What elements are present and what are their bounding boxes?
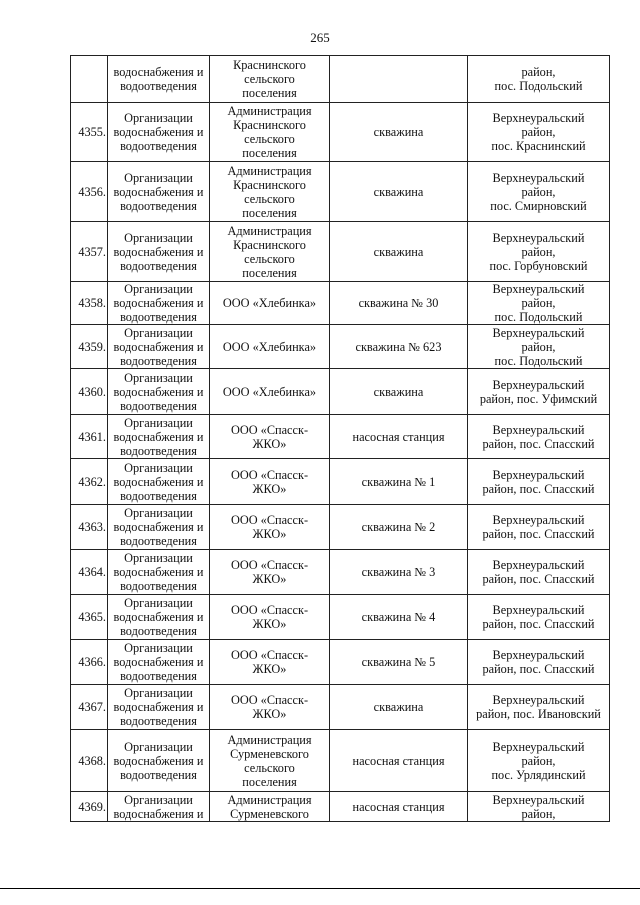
row-number-cell-text: 4356.: [78, 184, 106, 199]
row-number-cell: [71, 325, 108, 369]
row-number-cell-text: 4359.: [78, 339, 106, 354]
row-number-cell-text: 4366.: [78, 655, 106, 669]
organization-type-cell-text: Организации водоснабжения и водоотведения: [113, 641, 204, 683]
organization-type-cell: [108, 505, 210, 550]
organization-type-cell: [108, 56, 210, 103]
organization-type-cell-text: Организации водоснабжения и водоотведения: [113, 230, 204, 273]
object-cell: [330, 103, 468, 162]
owner-cell-text: ООО «Хлебинка»: [222, 339, 317, 354]
owner-cell-text: ООО «Хлебинка»: [222, 296, 317, 310]
page-number: 265: [310, 30, 330, 45]
owner-cell-text: Администрация Сурменевского сельского поселения: [227, 732, 312, 789]
table-row: [71, 459, 610, 505]
table-row: [71, 162, 610, 222]
row-number-cell: [71, 459, 108, 505]
organization-type-cell-text: Организации водоснабжения и водоотведения: [113, 506, 204, 548]
owner-cell-text: ООО «Спасск- ЖКО»: [230, 467, 309, 496]
location-cell-text: Верхнеуральский район, пос. Спасский: [482, 513, 595, 541]
object-cell-text: скважина: [373, 244, 424, 259]
row-number-cell-text: 4361.: [78, 429, 106, 444]
object-cell: [330, 282, 468, 325]
owner-cell-text: ООО «Спасск- ЖКО»: [230, 603, 309, 631]
location-cell-text: Верхнеуральский район, пос. Спасский: [482, 467, 595, 496]
row-number-cell: [71, 640, 108, 685]
object-cell: [330, 640, 468, 685]
object-cell-text: скважина: [373, 700, 424, 714]
object-cell: [330, 685, 468, 730]
location-cell-text: район, пос. Подольский: [494, 65, 583, 93]
row-number-cell-text: 4364.: [78, 565, 106, 579]
object-cell-text: скважина № 30: [358, 296, 439, 310]
row-number-cell: [71, 595, 108, 640]
object-cell-text: скважина № 1: [361, 474, 436, 489]
row-number-cell: [71, 415, 108, 459]
organization-type-cell: [108, 640, 210, 685]
table-row: [71, 640, 610, 685]
location-cell-text: Верхнеуральский район, пос. Подольский: [492, 325, 585, 368]
location-cell: [468, 162, 610, 222]
location-cell-text: Верхнеуральский район, пос. Ивановский: [476, 693, 601, 721]
row-number-cell-text: 4357.: [78, 244, 106, 259]
row-number-cell-text: 4368.: [78, 753, 106, 768]
owner-cell: [210, 282, 330, 325]
organization-type-cell-text: Организации водоснабжения и водоотведения: [113, 415, 204, 458]
owner-cell-text: ООО «Спасск- ЖКО»: [230, 422, 309, 451]
table-row: [71, 730, 610, 792]
location-cell-text: Верхнеуральский район,: [492, 792, 585, 821]
organization-type-cell: [108, 685, 210, 730]
owner-cell-text: ООО «Спасск- ЖКО»: [230, 693, 309, 721]
row-number-cell-text: 4360.: [78, 384, 106, 399]
object-cell: [330, 415, 468, 459]
location-cell: [468, 730, 610, 792]
location-cell: [468, 792, 610, 822]
owner-cell: [210, 415, 330, 459]
table-row: [71, 792, 610, 822]
row-number-cell: [71, 103, 108, 162]
organization-type-cell-text: Организации водоснабжения и: [113, 792, 204, 821]
organization-type-cell: [108, 325, 210, 369]
organization-type-cell: [108, 550, 210, 595]
table-row: [71, 415, 610, 459]
organization-type-cell: [108, 162, 210, 222]
row-number-cell-text: 4369.: [78, 799, 106, 814]
row-number-cell-text: 4358.: [78, 296, 106, 310]
location-cell: [468, 685, 610, 730]
object-cell: [330, 56, 468, 103]
owner-cell: [210, 505, 330, 550]
location-cell: [468, 369, 610, 415]
row-number-cell-text: 4363.: [78, 520, 106, 534]
row-number-cell: [71, 56, 108, 103]
location-cell: [468, 325, 610, 369]
location-cell-text: Верхнеуральский район, пос. Спасский: [482, 648, 595, 676]
organization-type-cell: [108, 282, 210, 325]
row-number-cell-text: 4355.: [78, 125, 106, 139]
table-row: [71, 325, 610, 369]
location-cell: [468, 459, 610, 505]
object-cell-text: скважина № 623: [355, 339, 442, 354]
registry-table-body: [71, 56, 610, 822]
owner-cell-text: Администрация Краснинского сельского поселения: [227, 163, 312, 220]
object-cell-text: скважина № 3: [361, 565, 436, 579]
owner-cell: [210, 595, 330, 640]
table-row: [71, 685, 610, 730]
registry-table: [70, 55, 610, 822]
owner-cell: [210, 222, 330, 282]
owner-cell: [210, 550, 330, 595]
owner-cell-text: ООО «Хлебинка»: [222, 384, 317, 399]
object-cell: [330, 730, 468, 792]
object-cell: [330, 595, 468, 640]
row-number-cell: [71, 505, 108, 550]
location-cell: [468, 550, 610, 595]
owner-cell-text: Администрация Краснинского сельского поселения: [227, 223, 312, 280]
owner-cell: [210, 792, 330, 822]
object-cell: [330, 792, 468, 822]
location-cell-text: Верхнеуральский район, пос. Спасский: [482, 558, 595, 586]
object-cell-text: скважина: [373, 184, 424, 199]
organization-type-cell-text: Организации водоснабжения и водоотведения: [113, 551, 204, 593]
owner-cell-text: ООО «Спасск- ЖКО»: [230, 513, 309, 541]
organization-type-cell: [108, 595, 210, 640]
row-number-cell: [71, 162, 108, 222]
organization-type-cell-text: Организации водоснабжения и водоотведения: [113, 460, 204, 503]
object-cell-text: насосная станция: [352, 753, 445, 768]
organization-type-cell-text: водоснабжения и водоотведения: [113, 65, 204, 93]
row-number-cell: [71, 282, 108, 325]
organization-type-cell: [108, 730, 210, 792]
location-cell-text: Верхнеуральский район, пос. Уфимский: [479, 377, 598, 406]
owner-cell-text: ООО «Спасск- ЖКО»: [230, 648, 309, 676]
owner-cell-text: Краснинского сельского поселения: [233, 58, 306, 100]
object-cell-text: скважина № 5: [361, 655, 436, 669]
organization-type-cell-text: Организации водоснабжения и водоотведения: [113, 325, 204, 368]
object-cell: [330, 369, 468, 415]
table-row: [71, 103, 610, 162]
object-cell: [330, 222, 468, 282]
owner-cell-text: ООО «Спасск- ЖКО»: [230, 558, 309, 586]
object-cell-text: насосная станция: [352, 799, 445, 814]
location-cell: [468, 640, 610, 685]
bottom-rule: [0, 888, 640, 889]
organization-type-cell-text: Организации водоснабжения и водоотведения: [113, 370, 204, 413]
object-cell: [330, 325, 468, 369]
object-cell-text: скважина: [373, 125, 424, 139]
location-cell-text: Верхнеуральский район, пос. Смирновский: [490, 170, 587, 213]
owner-cell: [210, 459, 330, 505]
row-number-cell: [71, 369, 108, 415]
location-cell: [468, 415, 610, 459]
object-cell-text: скважина: [373, 384, 424, 399]
table-row: [71, 222, 610, 282]
owner-cell: [210, 325, 330, 369]
row-number-cell-text: 4362.: [78, 474, 106, 489]
location-cell: [468, 595, 610, 640]
organization-type-cell-text: Организации водоснабжения и водоотведения: [113, 686, 204, 728]
organization-type-cell-text: Организации водоснабжения и водоотведения: [113, 170, 204, 213]
table-row: [71, 550, 610, 595]
organization-type-cell-text: Организации водоснабжения и водоотведения: [113, 739, 204, 782]
object-cell-text: скважина № 4: [361, 610, 436, 624]
location-cell: [468, 103, 610, 162]
row-number-cell-text: 4365.: [78, 610, 106, 624]
owner-cell: [210, 640, 330, 685]
location-cell: [468, 222, 610, 282]
owner-cell-text: Администрация Краснинского сельского поселения: [227, 104, 312, 160]
location-cell-text: Верхнеуральский район, пос. Горбуновский: [489, 230, 588, 273]
location-cell-text: Верхнеуральский район, пос. Краснинский: [491, 111, 586, 153]
table-row: [71, 505, 610, 550]
object-cell: [330, 550, 468, 595]
owner-cell: [210, 685, 330, 730]
table-row: [71, 56, 610, 103]
organization-type-cell: [108, 222, 210, 282]
organization-type-cell: [108, 792, 210, 822]
organization-type-cell: [108, 103, 210, 162]
location-cell: [468, 282, 610, 325]
table-row: [71, 282, 610, 325]
organization-type-cell-text: Организации водоснабжения и водоотведения: [113, 111, 204, 153]
owner-cell-text: Администрация Сурменевского: [227, 792, 312, 821]
object-cell: [330, 459, 468, 505]
owner-cell: [210, 730, 330, 792]
object-cell-text: насосная станция: [352, 429, 445, 444]
row-number-cell: [71, 222, 108, 282]
organization-type-cell: [108, 415, 210, 459]
organization-type-cell: [108, 459, 210, 505]
location-cell-text: Верхнеуральский район, пос. Спасский: [482, 603, 595, 631]
row-number-cell: [71, 550, 108, 595]
location-cell-text: Верхнеуральский район, пос. Урлядинский: [491, 739, 586, 782]
object-cell: [330, 505, 468, 550]
organization-type-cell-text: Организации водоснабжения и водоотведения: [113, 282, 204, 324]
owner-cell: [210, 369, 330, 415]
location-cell: [468, 56, 610, 103]
organization-type-cell: [108, 369, 210, 415]
object-cell-text: скважина № 2: [361, 520, 436, 534]
owner-cell: [210, 103, 330, 162]
owner-cell: [210, 162, 330, 222]
location-cell-text: Верхнеуральский район, пос. Спасский: [482, 422, 595, 451]
object-cell: [330, 162, 468, 222]
row-number-cell: [71, 685, 108, 730]
row-number-cell: [71, 792, 108, 822]
table-row: [71, 595, 610, 640]
row-number-cell-text: 4367.: [78, 700, 106, 714]
organization-type-cell-text: Организации водоснабжения и водоотведения: [113, 596, 204, 638]
row-number-cell: [71, 730, 108, 792]
location-cell-text: Верхнеуральский район, пос. Подольский: [492, 282, 585, 324]
owner-cell: [210, 56, 330, 103]
table-row: [71, 369, 610, 415]
location-cell: [468, 505, 610, 550]
